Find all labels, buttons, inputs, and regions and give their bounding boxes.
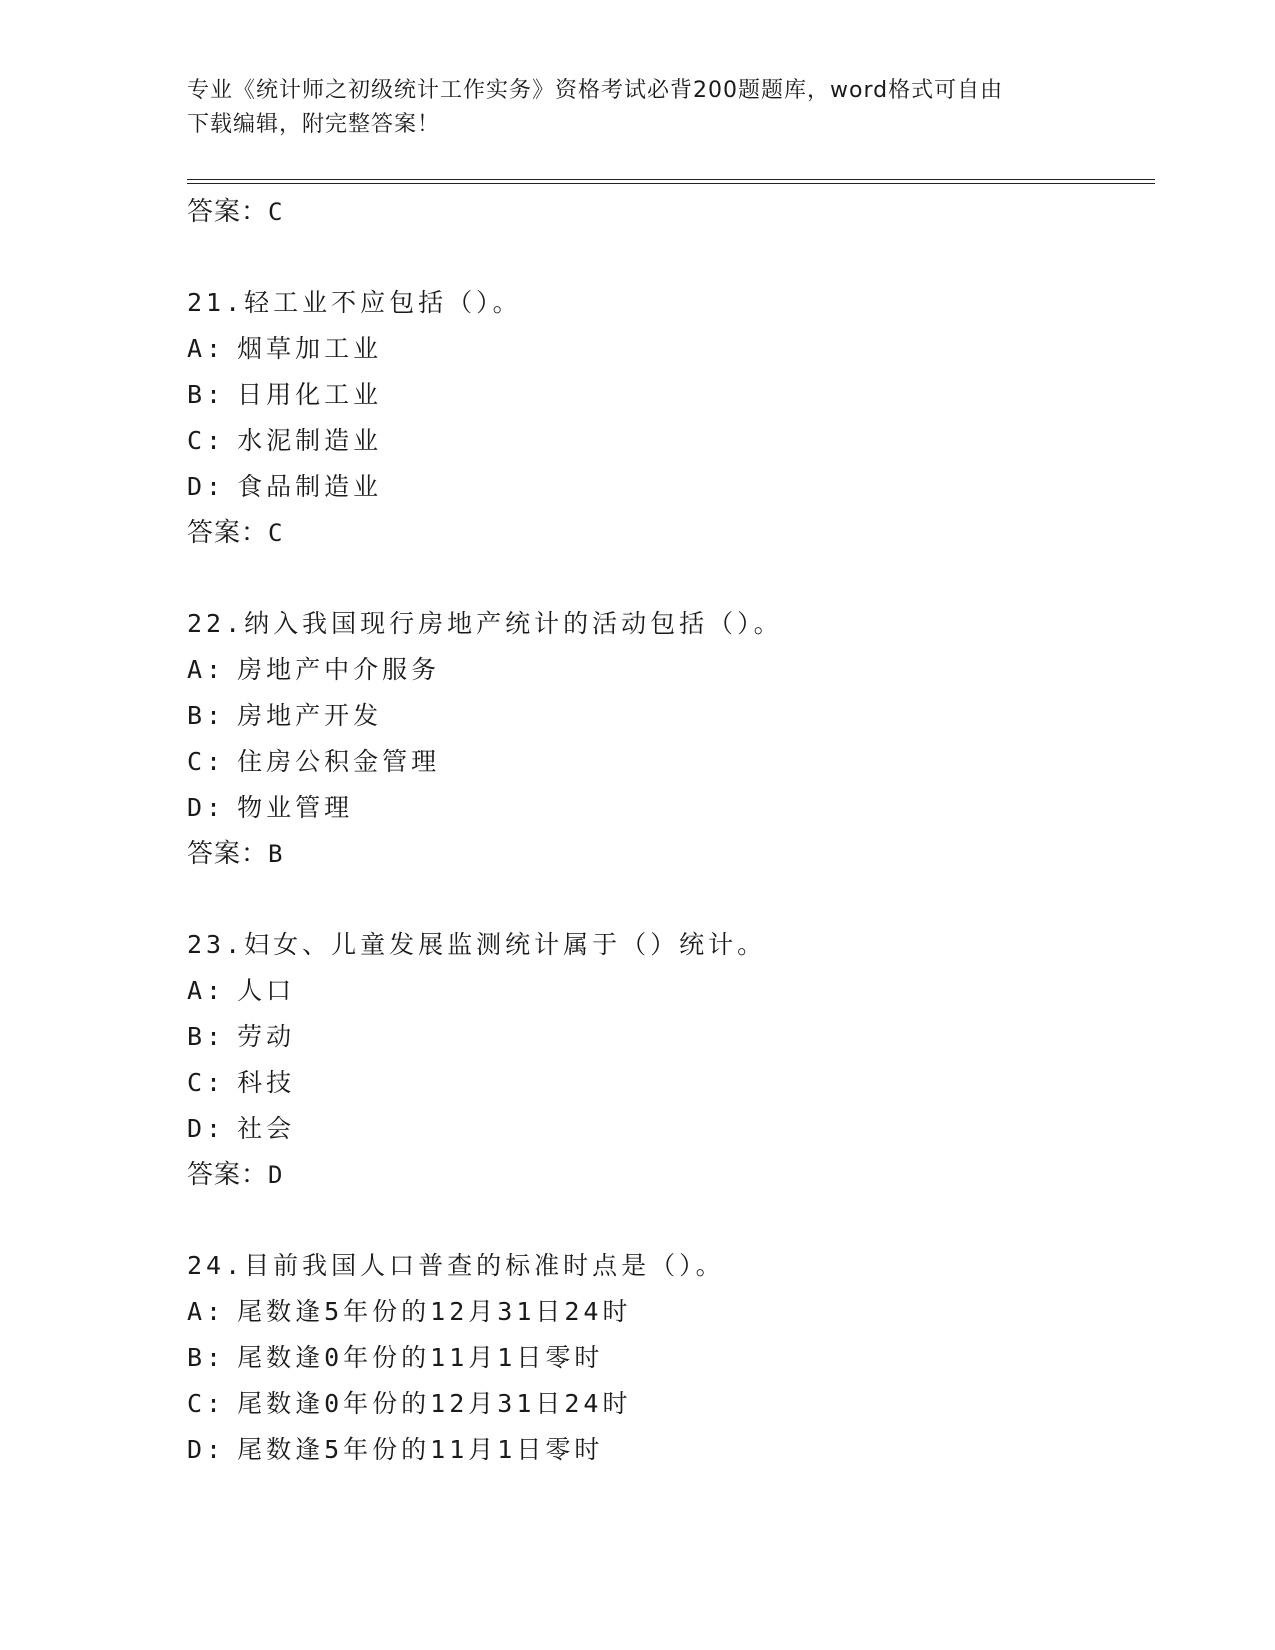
option-letter: D: (187, 793, 226, 822)
option-letter: D: (187, 1435, 226, 1464)
question-23 (187, 922, 1147, 1198)
option-text: 住房公积金管理 (237, 747, 441, 776)
option-letter: B: (187, 701, 226, 730)
question-21 (187, 280, 1147, 556)
option-letter: D: (187, 1114, 226, 1143)
option-text: 尾数逢0年份的11月1日零时 (237, 1343, 604, 1372)
answer-value: C (268, 519, 284, 547)
option-text: 物业管理 (237, 793, 354, 822)
option-c (187, 1381, 1147, 1427)
option-letter: C: (187, 1389, 226, 1418)
option-d (187, 464, 1147, 510)
option-text: 食品制造业 (237, 472, 383, 501)
header-line-2: 下载编辑，附完整答案！ (187, 112, 441, 137)
question-stem: 23.妇女、儿童发展监测统计属于（）统计。 (187, 930, 767, 959)
option-text: 尾数逢5年份的12月31日24时 (237, 1297, 632, 1326)
option-letter: A: (187, 655, 226, 684)
option-a (187, 647, 1147, 693)
option-letter: A: (187, 976, 226, 1005)
option-text: 房地产开发 (237, 701, 383, 730)
option-text: 房地产中介服务 (237, 655, 441, 684)
option-letter: C: (187, 1068, 226, 1097)
option-b (187, 1014, 1147, 1060)
question-stem: 21.轻工业不应包括（）。 (187, 288, 522, 317)
question-stem: 24.目前我国人口普查的标准时点是（）。 (187, 1251, 725, 1280)
option-a (187, 326, 1147, 372)
option-a (187, 968, 1147, 1014)
option-text: 人口 (237, 976, 296, 1005)
option-letter: B: (187, 1022, 226, 1051)
option-text: 尾数逢0年份的12月31日24时 (237, 1389, 632, 1418)
question-24 (187, 1243, 1147, 1473)
question-answer (187, 510, 1147, 556)
question-stem: 22.纳入我国现行房地产统计的活动包括（）。 (187, 609, 783, 638)
question-answer (187, 831, 1147, 877)
answer-label: 答案： (187, 1160, 269, 1190)
option-c (187, 418, 1147, 464)
option-text: 劳动 (237, 1022, 296, 1051)
header-line-1: 专业《统计师之初级统计工作实务》资格考试必背200题题库，word格式可自由 (187, 78, 1004, 103)
header-divider-top (187, 179, 1155, 180)
option-d (187, 1427, 1147, 1473)
option-letter: C: (187, 426, 226, 455)
previous-answer (187, 189, 1147, 235)
answer-label: 答案： (187, 518, 269, 548)
option-c (187, 739, 1147, 785)
question-22 (187, 601, 1147, 877)
option-text: 尾数逢5年份的11月1日零时 (237, 1435, 604, 1464)
document-header (187, 74, 1067, 142)
answer-value: B (268, 840, 284, 868)
option-b (187, 1335, 1147, 1381)
option-letter: D: (187, 472, 226, 501)
option-text: 水泥制造业 (237, 426, 383, 455)
option-d (187, 1106, 1147, 1152)
option-letter: A: (187, 1297, 226, 1326)
header-divider-bottom (187, 183, 1155, 184)
answer-value: D (268, 1161, 284, 1189)
option-text: 科技 (237, 1068, 296, 1097)
option-c (187, 1060, 1147, 1106)
option-letter: B: (187, 1343, 226, 1372)
option-text: 社会 (237, 1114, 296, 1143)
option-b (187, 372, 1147, 418)
answer-label: 答案： (187, 839, 269, 869)
option-letter: B: (187, 380, 226, 409)
question-answer (187, 1152, 1147, 1198)
option-a (187, 1289, 1147, 1335)
answer-value: C (268, 198, 284, 226)
option-b (187, 693, 1147, 739)
question-list (187, 189, 1147, 1473)
answer-label: 答案： (187, 197, 269, 227)
option-text: 烟草加工业 (237, 334, 383, 363)
option-letter: A: (187, 334, 226, 363)
option-letter: C: (187, 747, 226, 776)
option-text: 日用化工业 (237, 380, 383, 409)
option-d (187, 785, 1147, 831)
